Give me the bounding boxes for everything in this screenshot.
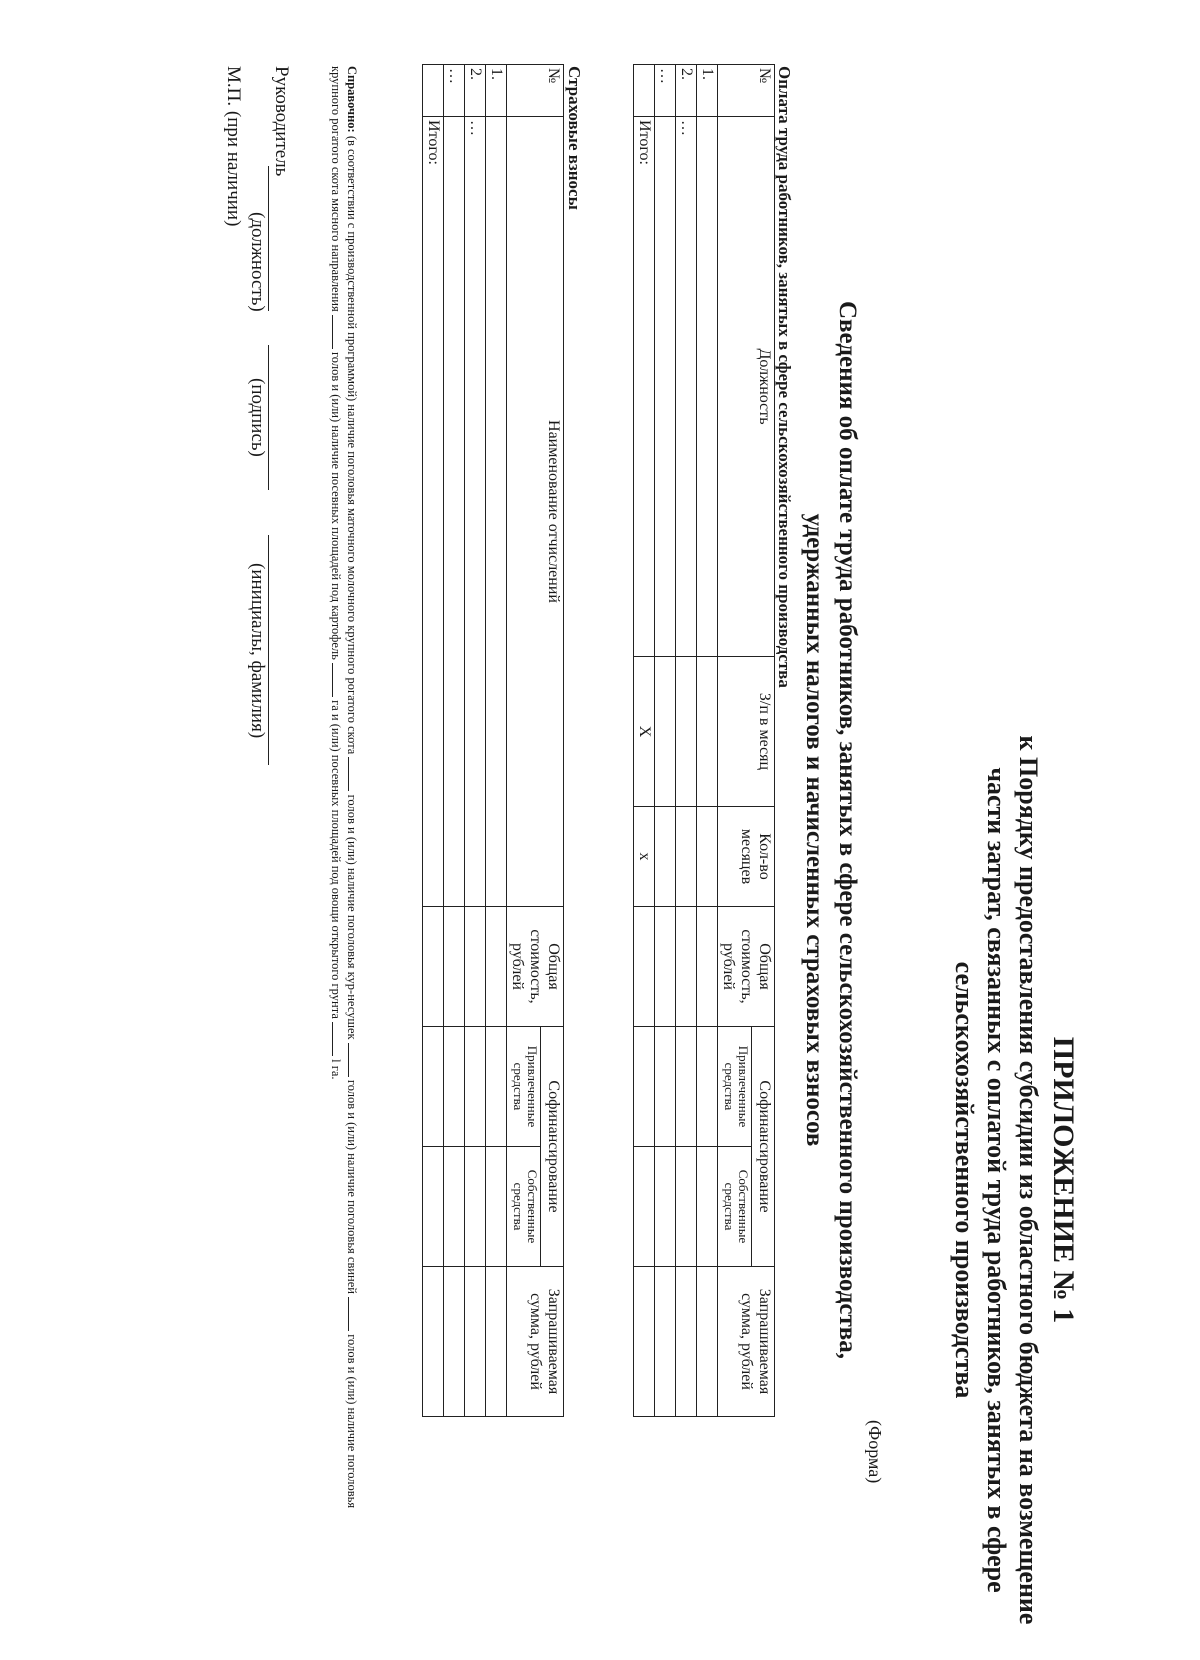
- row-num: 1.: [697, 65, 718, 117]
- header-name: Наименование отчислений: [507, 117, 564, 907]
- section1-label: Оплата труда работников, занятых в сфере сельскохозяйственного производства: [775, 66, 794, 688]
- signature-line-position: [268, 166, 269, 311]
- header-num: №: [507, 65, 564, 117]
- reference-text: голов и (или) наличие поголовья кур-несушек: [345, 794, 359, 1040]
- row-name: [655, 117, 676, 657]
- header-own: Собственные средства: [507, 1147, 541, 1267]
- row-name: …: [676, 117, 697, 657]
- row-num: …: [444, 65, 465, 117]
- appendix-title: ПРИЛОЖЕНИЕ № 1: [1047, 1036, 1080, 1324]
- row-name: [697, 117, 718, 657]
- row-name: [444, 117, 465, 907]
- reference-text: голов и (или) наличие поголовья крупного рогатого скота мясного направления: [329, 66, 359, 1509]
- reference-text: (в соответствии с производственной программой) наличие поголовья маточного молочного крупного рогатого скота: [345, 135, 359, 755]
- blank-field: [332, 663, 344, 697]
- section2-label: Страховые взносы: [565, 66, 584, 210]
- header-requested: Запрашиваемая сумма, рублей: [718, 1267, 775, 1417]
- insurance-table: [422, 64, 564, 1417]
- table-row: [444, 65, 465, 1417]
- signature-name-caption: (инициалы, фамилия): [247, 563, 268, 739]
- header-position: Должность: [718, 117, 775, 657]
- signature-position-caption: (должность): [247, 212, 268, 312]
- total-salary-mark: Х: [634, 657, 655, 807]
- reference-text: голов и (или) наличие посевных площадей под картофель: [329, 351, 343, 660]
- header-months: Кол-во месяцев: [718, 807, 775, 907]
- total-row: [423, 65, 444, 1417]
- total-label: Итого:: [423, 117, 444, 907]
- signature-head: Руководитель: [271, 66, 292, 177]
- header-cofinancing: Софинансирование: [540, 1027, 563, 1267]
- blank-field: [348, 757, 360, 791]
- reference-text: голов и (или) наличие поголовья свиней: [345, 1079, 359, 1294]
- header-requested: Запрашиваемая сумма, рублей: [507, 1267, 564, 1417]
- form-mark: (Форма): [865, 1420, 885, 1484]
- blank-field: [348, 1297, 360, 1331]
- header-attracted: Привлеченные средства: [718, 1027, 752, 1147]
- table-row: [697, 65, 718, 1417]
- reference-text: l га.: [329, 1059, 343, 1080]
- signature-line-name: [268, 535, 269, 765]
- table-row: [676, 65, 697, 1417]
- header-total-cost: Общая стоимость, рублей: [718, 907, 775, 1027]
- table-row: [655, 65, 676, 1417]
- reference-label: Справочно:: [345, 66, 359, 133]
- signature-line-sign: [268, 345, 269, 490]
- reference-text: га и (или) посевных площадей под овощи открытого грунта: [329, 700, 343, 1019]
- header-attracted: Привлеченные средства: [507, 1027, 541, 1147]
- stamp-caption: М.П. (при наличии): [223, 66, 244, 227]
- table-row: [486, 65, 507, 1417]
- row-num: 2.: [676, 65, 697, 117]
- blank-field: [332, 315, 344, 349]
- blank-field: [348, 1043, 360, 1077]
- header-cofinancing: Софинансирование: [751, 1027, 774, 1267]
- row-name: …: [465, 117, 486, 907]
- row-num: 1.: [486, 65, 507, 117]
- appendix-subtitle: к Порядку предоставления субсидии из областного бюджета на возмещение части затрат, связанных с оплатой труда работников, занятых в сфере сельскохозяйственного производства: [950, 735, 1043, 1625]
- table-row: [465, 65, 486, 1417]
- header-own: Собственные средства: [718, 1147, 752, 1267]
- wages-table: [633, 64, 775, 1417]
- blank-field: [332, 1022, 344, 1056]
- reference-note: [328, 66, 360, 1546]
- total-months-mark: х: [634, 807, 655, 907]
- total-row: [634, 65, 655, 1417]
- total-label: Итого:: [634, 117, 655, 657]
- header-total-cost: Общая стоимость, рублей: [507, 907, 564, 1027]
- signature-sign-caption: (подпись): [247, 378, 268, 457]
- header-salary: З/п в месяц: [718, 657, 775, 807]
- report-title: Сведения об оплате труда работников, занятых в сфере сельскохозяйственного производства, удержанных налогов и начисленных страховых взносов: [801, 301, 861, 1359]
- row-name: [486, 117, 507, 907]
- row-num: …: [655, 65, 676, 117]
- header-num: №: [718, 65, 775, 117]
- row-num: 2.: [465, 65, 486, 117]
